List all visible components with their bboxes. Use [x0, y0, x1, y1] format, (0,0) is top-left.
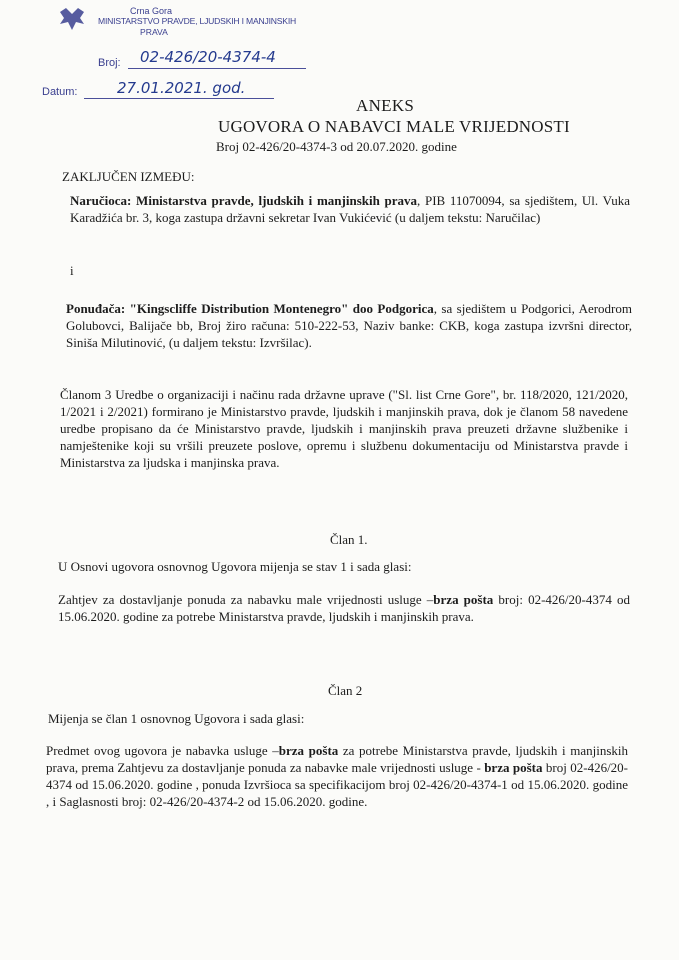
stamp-country: Crna Gora	[130, 6, 173, 16]
article2-intro: Mijenja se član 1 osnovnog Ugovora i sada glasi:	[48, 711, 305, 726]
article2-heading: Član 2	[328, 683, 363, 698]
article2-text-bold2: brza pošta	[484, 760, 543, 775]
article1-intro: U Osnovi ugovora osnovnog Ugovora mijenja se stav 1 i sada glasi:	[58, 559, 412, 574]
article2-text	[46, 742, 628, 810]
document-reference: Broj 02-426/20-4374-3 od 20.07.2020. godine	[216, 139, 457, 154]
supplier-details: , sa sjedištem u Podgorici, Aerodrom Golubovci, Balijače bb, Broj žiro računa: 510-222-53, Naziv banke: CKB, koga zastupa izvršni director, Siniša Milutinović, (u daljem tekstu: Izvršilac).	[66, 301, 633, 350]
article1-text-a: Zahtjev za dostavljanje ponuda za nabavku male vrijednosti usluge –	[58, 592, 434, 607]
stamp-broj-underline	[128, 68, 306, 69]
article2-text-a: Predmet ovog ugovora je nabavka usluge –	[46, 743, 279, 758]
document-title: ANEKS	[356, 96, 415, 115]
stamp-broj-value: 02-426/20-4374-4	[140, 48, 276, 66]
stamp-datum-label: Datum:	[42, 86, 78, 98]
stamp-datum-underline	[84, 98, 274, 99]
article1-text	[58, 591, 630, 625]
supplier-paragraph	[66, 300, 632, 351]
stamp-broj-label: Broj:	[98, 57, 121, 69]
client-label: Naručioca: Ministarstva pravde, ljudskih i manjinskih prava	[70, 193, 418, 208]
article1-text-bold: brza pošta	[433, 592, 494, 607]
parties-intro: ZAKLJUČEN IZMEĐU:	[62, 169, 195, 184]
client-details: , PIB 11070094, sa sjedištem, Ul. Vuka Karadžića br. 3, koga zastupa državni sekretar Ivan Vukićević (u daljem tekstu: Naručilac)	[70, 193, 630, 225]
article1-heading: Član 1.	[330, 532, 368, 547]
article1-text-b: broj: 02-426/20-4374 od 15.06.2020. godine za potrebe Ministarstva pravde, ljudskih i manjinskih prava.	[58, 592, 630, 624]
and-conjunction: i	[70, 263, 74, 278]
coat-of-arms-icon	[58, 6, 86, 32]
article2-text-b: za potrebe Ministarstva pravde, ljudskih i manjinskih prava, prema Zahtjevu za dostavljanje ponuda za nabavke male vrijednosti usluge -	[46, 743, 629, 775]
supplier-label: Ponuđača: "Kingscliffe Distribution Montenegro" doo Podgorica	[66, 301, 434, 316]
client-paragraph	[70, 192, 630, 226]
stamp-ministry-line2: PRAVA	[140, 27, 168, 37]
article2-text-bold1: brza pošta	[278, 743, 339, 758]
article2-text-c: broj 02-426/20-4374 od 15.06.2020. godine , ponuda Izvršioca sa specifikacijom broj 02-426/20-4374-1 od 15.06.2020. godine , i Saglasnosti broj: 02-426/20-4374-2 od 15.06.2020. godine.	[46, 760, 629, 809]
document-subtitle: UGOVORA O NABAVCI MALE VRIJEDNOSTI	[218, 117, 570, 136]
preamble-paragraph: Članom 3 Uredbe o organizaciji i načinu rada državne uprave ("Sl. list Crne Gore", br. 118/2020, 121/2020, 1/2021 i 2/2021) formirano je Ministarstvo pravde, ljudskih i manjinskih prava, dok je članom 58 navedene uredbe propisano da će Ministarstvo pravde, ljudskih i manjinskih prava preuzeti državne službenike i namještenike koji su vršili preuzete poslove, opremu i službenu dokumentaciju od Ministarstva pravde i Ministarstva za ljudska i manjinska prava.	[60, 387, 628, 470]
stamp-ministry-line1: MINISTARSTVO PRAVDE, LJUDSKIH I MANJINSKIH	[98, 16, 297, 26]
stamp-datum-value: 27.01.2021. god.	[117, 79, 246, 97]
